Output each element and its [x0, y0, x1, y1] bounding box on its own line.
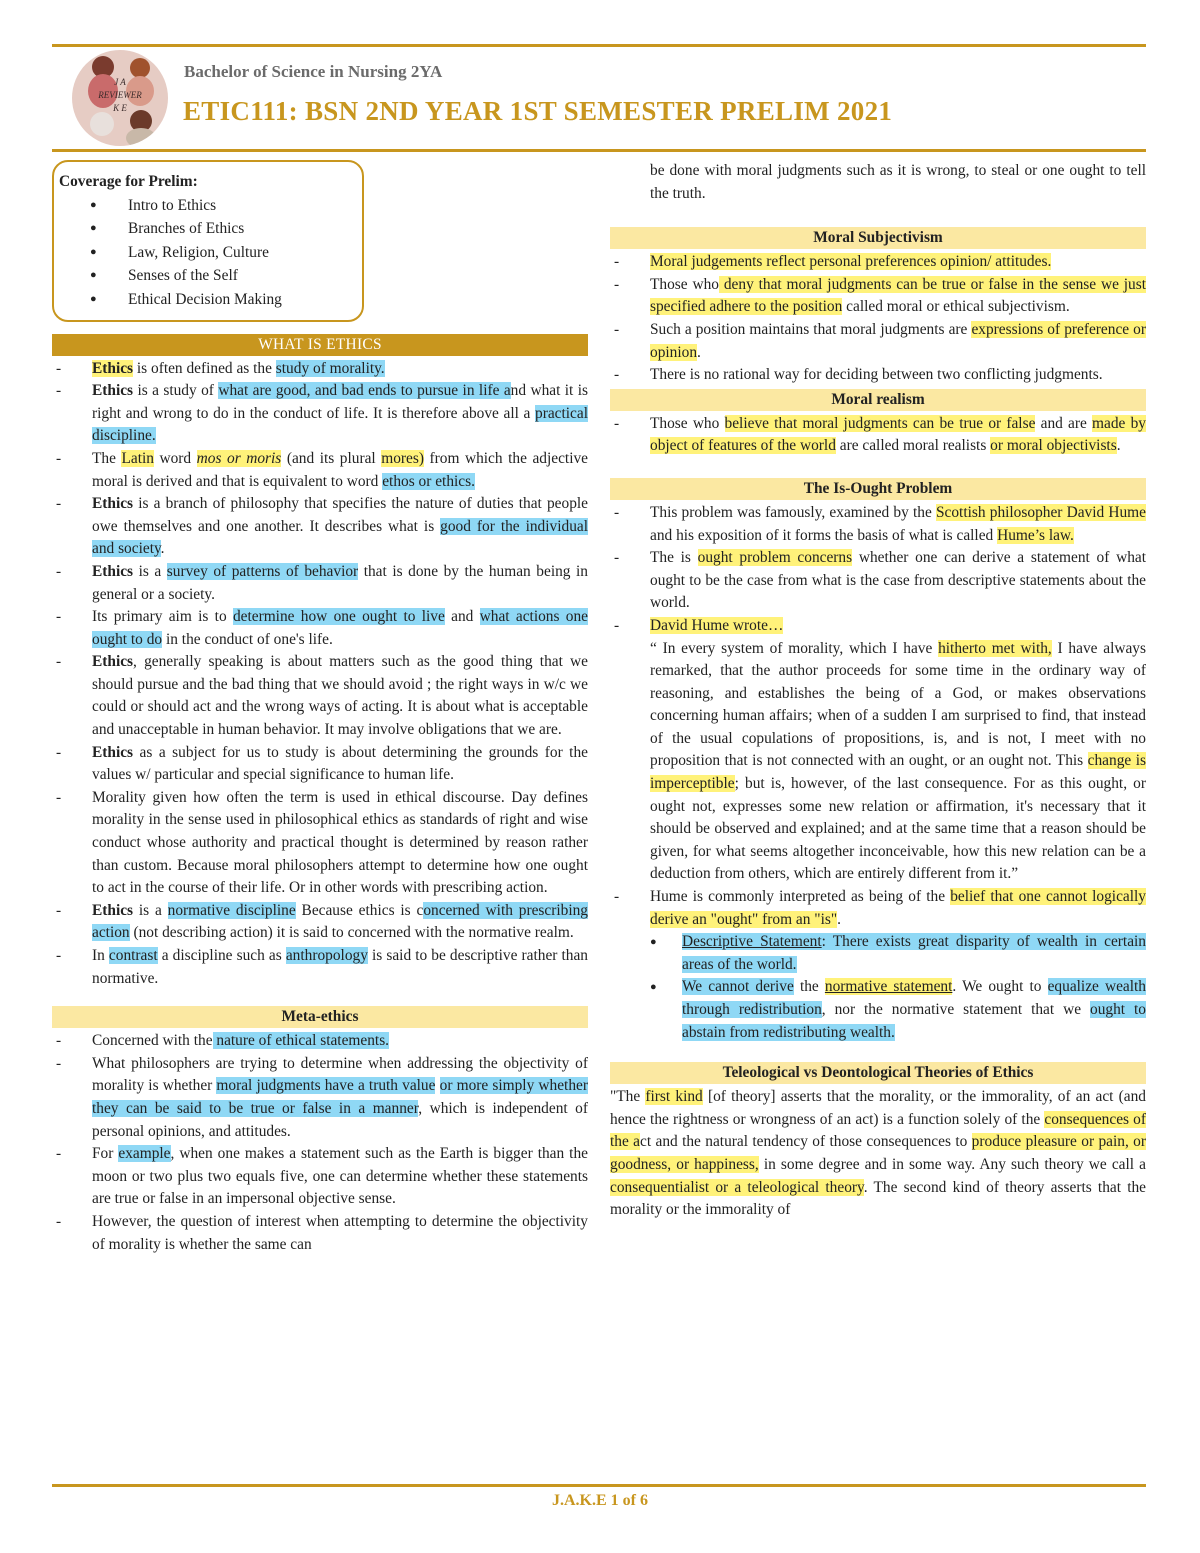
- text-run: The: [92, 449, 122, 467]
- moral-subjectivism-list: [610, 251, 1146, 387]
- logo: [72, 50, 168, 146]
- text-run: Ethics: [92, 495, 134, 513]
- text-run: is said to be descriptive rather than normative.: [92, 947, 588, 987]
- text-run: study of morality.: [275, 359, 385, 377]
- text-run: Latin: [121, 449, 154, 467]
- text-run: that is done by the human being in general or a society.: [92, 562, 588, 603]
- text-run: mos or moris: [196, 449, 282, 467]
- list-item: [52, 1030, 588, 1053]
- top-rule: [52, 44, 1146, 47]
- logo-text: J A REVIEWER K E: [98, 77, 142, 113]
- text-run: what are good, and bad ends to pursue in life a: [218, 382, 511, 400]
- section-teleological: Teleological vs Deontological Theories of Ethics: [610, 1062, 1146, 1084]
- text-run: Ethics: [92, 359, 134, 377]
- text-run: word: [153, 449, 197, 467]
- text-run: is a: [133, 562, 167, 580]
- text-run: made by object of features of the world: [650, 414, 1146, 455]
- text-run: example: [118, 1145, 171, 1163]
- text-run: is often defined as the: [133, 359, 276, 377]
- text-run: We cannot derive: [682, 978, 794, 996]
- header-rule: [52, 149, 1146, 152]
- text-run: normative discipline: [167, 901, 296, 919]
- text-run: is a study of: [133, 382, 219, 400]
- coverage-item: ● Law, Religion, Culture: [54, 241, 362, 265]
- text-run: practical discipline.: [92, 404, 588, 445]
- text-run: Those who: [650, 275, 719, 293]
- text-run: or moral objectivists: [990, 437, 1117, 455]
- list-item: [52, 606, 588, 651]
- text-run: , generally speaking is about matters such as the good thing that we should pursue and the bad thing that we should avoid ; the right ways in w/c we could or should act and the wrong ways of acting. It is about what is acceptable and unacceptable in human behavior. It may involve obligations that we are.: [92, 653, 588, 739]
- text-run: whether one can derive a statement of what ought to be the case from what is the case from descriptive statements about the world.: [650, 549, 1147, 612]
- page-footer: J.A.K.E 1 of 6: [552, 1492, 648, 1509]
- list-item: [610, 547, 1146, 615]
- text-run: in the conduct of one's life.: [162, 630, 333, 648]
- text-run: a discipline such as: [157, 947, 286, 964]
- list-item: [52, 945, 588, 990]
- text-run: equalize wealth through redistribution: [682, 978, 1147, 1018]
- what-is-ethics-list: [52, 358, 588, 991]
- list-item: [52, 561, 588, 606]
- coverage-heading: Coverage for Prelim:: [59, 173, 198, 190]
- coverage-list: [54, 194, 362, 312]
- text-run: Ethics: [92, 743, 134, 761]
- text-run: What philosophers are trying to determine when addressing the objectivity of morality is whether: [92, 1054, 588, 1095]
- left-column: [52, 160, 588, 1256]
- text-run: Its primary aim is to: [92, 608, 233, 626]
- text-run: (not describing action) it is said to concerned with the normative realm.: [129, 924, 574, 942]
- hume-quote: [610, 638, 1146, 887]
- text-run: hitherto met with,: [938, 639, 1052, 657]
- text-run: ought to abstain from redistributing wealth.: [682, 1001, 1146, 1041]
- coverage-box: [52, 160, 364, 322]
- text-run: contrast: [108, 947, 158, 964]
- list-item: [610, 413, 1146, 458]
- section-what-is-ethics: WHAT IS ETHICS: [52, 334, 588, 356]
- text-run: Morality given how often the term is used in ethical discourse. Day defines morality in the sense used in philosophical ethics as standards of right and wise conduct whose authority and practical thought is determined by reason rather than custom. Because moral philosophers attempt to determine how one ought to act in the course of their life. Or in other words with prescribing action.: [92, 788, 588, 897]
- text-run: .: [697, 343, 701, 361]
- text-run: the: [793, 978, 825, 996]
- text-run: The is: [650, 549, 698, 567]
- text-run: Hume is commonly interpreted as being of the: [650, 888, 951, 906]
- meta-ethics-list: [52, 1030, 588, 1256]
- text-run: belief that one cannot logically derive an "ought" from an "is": [650, 888, 1146, 928]
- text-run: Scottish philosopher David Hume: [935, 503, 1146, 521]
- text-run: [of theory] asserts that the morality, or the immorality, of an act (and hence the rightness or wrongness of an act) is a function solely of the: [610, 1088, 1146, 1128]
- text-run: moral judgments have a truth value: [216, 1077, 436, 1095]
- coverage-item: ● Branches of Ethics: [54, 217, 362, 241]
- list-item: [52, 380, 588, 448]
- text-run: In: [92, 947, 109, 964]
- text-run: , nor the normative statement that we: [821, 1001, 1091, 1018]
- text-run: is a: [133, 901, 168, 919]
- text-run: are called moral realists: [835, 437, 991, 455]
- text-run: . The second kind of theory asserts that the morality or the immorality of: [610, 1178, 1146, 1219]
- text-run: ; but is, however, of the last consequence. For as this ought, or ought not, expresses some new relation or affirmation, it's necessary that it should be observed and explained; and at the same time that a reason should be given, for what seems altogether inconceivable, how this new relation can be a deduction from others, which are entirely different from it.”: [650, 775, 1146, 883]
- text-run: normative statement: [824, 978, 953, 996]
- text-run: or more simply whether they can be said to be true or false in a manner: [92, 1077, 588, 1117]
- text-run: determine how one ought to live: [232, 608, 445, 626]
- section-meta-ethics: Meta-ethics: [52, 1006, 588, 1028]
- text-run: nature of ethical statements.: [212, 1032, 390, 1050]
- text-run: For: [92, 1145, 119, 1163]
- text-run: change is imperceptible: [650, 752, 1146, 793]
- text-run: as a subject for us to study is about determining the grounds for the values w/ particular and special significance to human life.: [92, 743, 588, 784]
- text-run: produce pleasure or pain, or goodness, or happiness,: [610, 1133, 1146, 1173]
- is-ought-sublist: [610, 931, 1146, 1044]
- list-item: [52, 493, 588, 561]
- coverage-item: ● Ethical Decision Making: [54, 288, 362, 312]
- text-run: Concerned with the: [92, 1032, 213, 1050]
- text-run: nd what it is right and wrong to do in the conduct of life. It is therefore above all a: [92, 382, 588, 422]
- text-run: Moral judgements reflect personal preferences opinion/ attitudes.: [650, 253, 1052, 271]
- text-run: ought problem concerns: [697, 549, 853, 567]
- coverage-item: ● Senses of the Self: [54, 264, 362, 288]
- text-run: I have always remarked, that the author proceeds for some time in the ordinary way of reasoning, and establishes the being of a God, or makes observations concerning human affairs; when of a sudden I am surprised to find, that instead of the usual copulations of propositions, is, and is not, I meet with no proposition that is not connected with an ought, or an ought not. This: [650, 639, 1146, 770]
- text-run: survey of patterns of behavior: [166, 562, 359, 580]
- text-run: and are: [1035, 414, 1093, 432]
- text-run: Descriptive Statement: [682, 933, 822, 951]
- text-run: Ethics: [92, 382, 134, 400]
- text-run: This problem was famously, examined by the: [650, 503, 936, 521]
- page-title: ETIC111: BSN 2ND YEAR 1ST SEMESTER PRELIM 2021: [183, 96, 893, 126]
- text-run: : There exists great disparity of wealth in certain areas of the world.: [682, 933, 1146, 973]
- section-moral-realism: Moral realism: [610, 389, 1146, 411]
- list-item: [610, 931, 1146, 976]
- right-column: [610, 160, 1146, 1222]
- text-run: good for the individual and society: [92, 517, 588, 558]
- text-run: , when one makes a statement such as the Earth is bigger than the moon or two plus two equals five, one can determine whether these statements are true or false in an impersonal objective sense.: [92, 1145, 588, 1208]
- text-run: what actions one ought to do: [92, 608, 588, 648]
- text-run: Those who: [650, 414, 725, 432]
- text-run: called moral or ethical subjectivism.: [842, 298, 1070, 316]
- teleological-paragraph: [610, 1086, 1146, 1222]
- coverage-item: ● Intro to Ethics: [54, 194, 362, 218]
- text-run: “ In every system of morality, which I have: [650, 639, 939, 657]
- list-item: [610, 364, 1146, 387]
- text-run: David Hume wrote…: [650, 616, 784, 634]
- text-run: .: [160, 540, 165, 558]
- moral-realism-list: [610, 413, 1146, 458]
- text-run: consequentialist or a teleological theory: [610, 1178, 864, 1196]
- text-run: However, the question of interest when attempting to determine the objectivity of morality is whether the same can: [92, 1212, 588, 1253]
- text-run: "The: [610, 1088, 646, 1106]
- program-name: Bachelor of Science in Nursing 2YA: [184, 62, 443, 81]
- list-item: [610, 502, 1146, 547]
- list-item: [610, 615, 1146, 638]
- list-item: [52, 448, 588, 493]
- is-ought-list: [610, 502, 1146, 638]
- list-item: [610, 251, 1146, 274]
- text-run: ethos or ethics.: [382, 472, 475, 490]
- text-run: consequences of the a: [610, 1110, 1147, 1151]
- text-run: be done with moral judgments such as it is wrong, to steal or one ought to tell the truth.: [650, 162, 1146, 202]
- list-item: [610, 886, 1146, 931]
- text-run: expressions of preference or opinion: [650, 320, 1146, 361]
- text-run: believe that moral judgments can be true or false: [724, 414, 1036, 432]
- text-run: Ethics: [92, 901, 134, 919]
- text-run: from which the adjective moral is derived and that is equivalent to word: [92, 449, 589, 490]
- text-run: mores): [381, 449, 424, 467]
- section-is-ought: The Is-Ought Problem: [610, 478, 1146, 500]
- footer-rule: [52, 1484, 1146, 1487]
- text-run: first kind: [645, 1088, 703, 1106]
- list-item: [610, 319, 1146, 364]
- text-run: , which is independent of personal opinions, and attitudes.: [92, 1099, 588, 1140]
- text-run: oncerned with prescribing action: [92, 901, 588, 942]
- text-run: in some degree and in some way. Any such theory we call a: [758, 1155, 1146, 1173]
- list-item: [52, 1211, 588, 1256]
- meta-ethics-continued: [610, 160, 1146, 205]
- text-run: Hume’s law.: [997, 526, 1074, 544]
- text-run: .: [1116, 437, 1121, 455]
- text-run: There is no rational way for deciding between two conflicting judgments.: [650, 366, 1103, 384]
- list-item: [610, 976, 1146, 1044]
- text-run: Ethics: [92, 562, 134, 580]
- text-run: Because ethics is c: [295, 901, 424, 919]
- list-item: [52, 1143, 588, 1211]
- list-item: [52, 358, 588, 381]
- list-item: [610, 274, 1146, 319]
- text-run: and: [444, 608, 480, 626]
- text-run: deny that moral judgments can be true or false in the sense we just specified adhere to the position: [650, 275, 1146, 316]
- text-run: (and its plural: [281, 449, 382, 467]
- section-moral-subjectivism: Moral Subjectivism: [610, 227, 1146, 249]
- list-item: [52, 742, 588, 787]
- text-run: ct and the natural tendency of those consequences to: [640, 1133, 972, 1151]
- text-run: . We ought to: [952, 978, 1048, 996]
- text-run: .: [837, 910, 841, 928]
- text-run: Such a position maintains that moral judgments are: [650, 320, 972, 338]
- list-item: [52, 900, 588, 945]
- text-run: and his exposition of it forms the basis of what is called: [650, 526, 998, 544]
- text-run: is a branch of philosophy that specifies the nature of duties that people owe themselves and one another. It describes what is: [92, 495, 588, 535]
- list-item: [52, 1053, 588, 1143]
- text-run: Ethics: [92, 653, 134, 671]
- text-run: [435, 1077, 439, 1094]
- list-item-continued: [610, 160, 1146, 205]
- list-item: [52, 651, 588, 741]
- text-run: anthropology: [285, 947, 368, 964]
- list-item: [52, 787, 588, 900]
